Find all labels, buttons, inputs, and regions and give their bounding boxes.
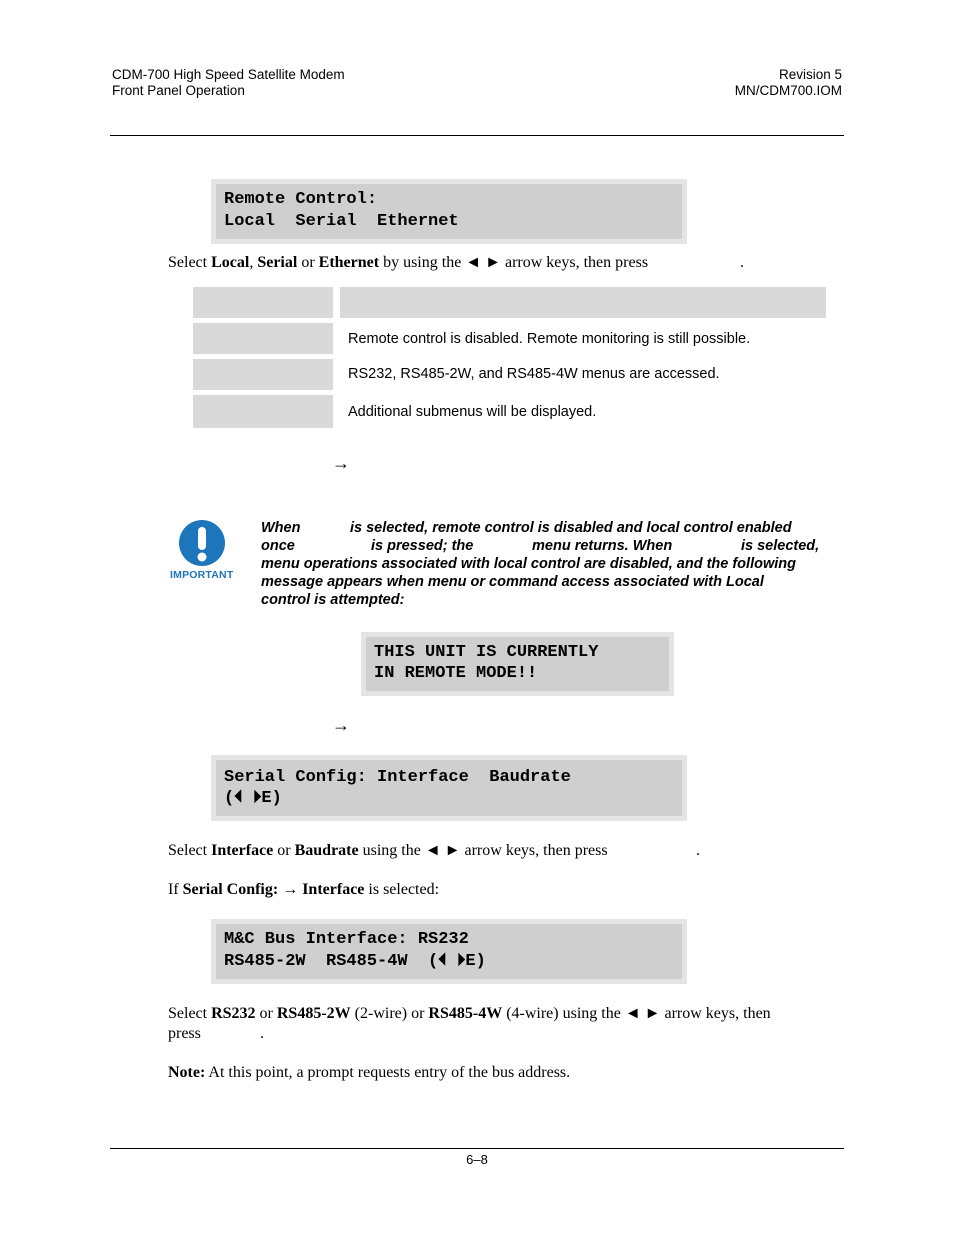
header-right: [735, 67, 842, 99]
important-line-4: message appears when menu or command access associated with Local: [261, 574, 764, 590]
option-rs232: RS232: [211, 1005, 256, 1022]
header-section-title: Front Panel Operation: [112, 83, 245, 98]
lcd-line-2: (⏴ ⏵E): [224, 789, 282, 808]
header-left: [112, 67, 345, 99]
menu-path: Serial Config: → Interface: [182, 881, 365, 898]
instruction-select-serial: [168, 841, 608, 861]
important-line-2: [261, 537, 295, 555]
option-local: Local: [211, 254, 250, 271]
lcd-line-2: RS485-2W RS485-4W (⏴ ⏵E): [224, 952, 486, 971]
header-revision: Revision 5: [778, 67, 842, 82]
lcd-line-2: IN REMOTE MODE!!: [374, 664, 538, 683]
lcd-serial-config: [211, 755, 687, 821]
lcd-remote-mode: [361, 632, 674, 696]
lcd-line-1: M&C Bus Interface: RS232: [224, 930, 469, 949]
footer-rule: [110, 1148, 844, 1149]
text: If: [168, 881, 183, 898]
lcd-line-1: THIS UNIT IS CURRENTLY: [374, 643, 599, 662]
lcd-mc-bus-interface: [211, 919, 687, 984]
text: using the ◄ ► arrow keys, then press: [358, 842, 608, 859]
table-row-1-key: [193, 323, 333, 354]
table-row-2-key: [193, 359, 333, 390]
header-doc-title: CDM-700 High Speed Satellite Modem: [112, 67, 345, 82]
text: When: [261, 520, 301, 536]
option-rs485-2w: RS485-2W: [276, 1005, 351, 1022]
important-line-2b: is pressed; the: [371, 538, 474, 554]
header-doc-number: MN/CDM700.IOM: [734, 83, 842, 98]
text: once: [261, 538, 295, 554]
important-line-1: [261, 519, 792, 537]
text: by using the ◄ ► arrow keys, then press: [379, 254, 649, 271]
text: is selected:: [364, 881, 440, 898]
lcd-line-1: Remote Control:: [224, 190, 378, 209]
table-row-2-desc: RS232, RS485-2W, and RS485-4W menus are accessed.: [348, 366, 720, 382]
important-line-5: control is attempted:: [261, 592, 405, 608]
instruction-select-bus-line2: press: [168, 1025, 201, 1042]
text: or: [255, 1005, 277, 1022]
lcd-line-2: Local Serial Ethernet: [224, 212, 459, 231]
text: Select: [168, 1005, 212, 1022]
header-rule: [110, 135, 844, 136]
arrow-right-icon: →: [332, 715, 350, 735]
text: (2-wire) or: [350, 1005, 429, 1022]
period: .: [260, 1025, 264, 1042]
text: Select: [168, 254, 212, 271]
table-row-3-desc: Additional submenus will be displayed.: [348, 404, 597, 420]
important-line-2c: menu returns. When: [532, 538, 673, 554]
important-line-2d: is selected,: [741, 538, 820, 554]
text: (4-wire) using the ◄ ► arrow keys, then: [502, 1005, 771, 1022]
text: Select: [168, 842, 212, 859]
period: .: [696, 842, 700, 859]
lcd-remote-control: [211, 179, 687, 244]
note: [168, 1063, 570, 1083]
page-number: 6–8: [466, 1152, 488, 1167]
instruction-select-remote: [168, 253, 648, 273]
period: .: [740, 254, 744, 271]
text: or: [297, 254, 319, 271]
arrow-right-icon: →: [332, 453, 350, 473]
instruction-select-bus: [168, 1004, 771, 1024]
table-header-col1: [193, 287, 333, 318]
note-text: At this point, a prompt requests entry of the bus address.: [205, 1064, 571, 1081]
option-rs485-4w: RS485-4W: [428, 1005, 503, 1022]
option-serial: Serial: [257, 254, 298, 271]
lcd-line-1: Serial Config: Interface Baudrate: [224, 768, 571, 787]
table-row-3-key: [193, 395, 333, 428]
important-label: IMPORTANT: [170, 569, 234, 581]
instruction-if-interface: [168, 880, 439, 900]
text: or: [273, 842, 295, 859]
table-row-1-desc: Remote control is disabled. Remote monitoring is still possible.: [348, 331, 751, 347]
option-interface: Interface: [211, 842, 274, 859]
important-line-3: menu operations associated with local control are disabled, and the following: [261, 556, 796, 572]
text: ,: [249, 254, 258, 271]
option-baudrate: Baudrate: [294, 842, 359, 859]
option-ethernet: Ethernet: [318, 254, 380, 271]
text: is selected, remote control is disabled and local control enabled: [350, 520, 792, 536]
note-label: Note:: [168, 1064, 206, 1081]
table-header-col2: [340, 287, 826, 318]
